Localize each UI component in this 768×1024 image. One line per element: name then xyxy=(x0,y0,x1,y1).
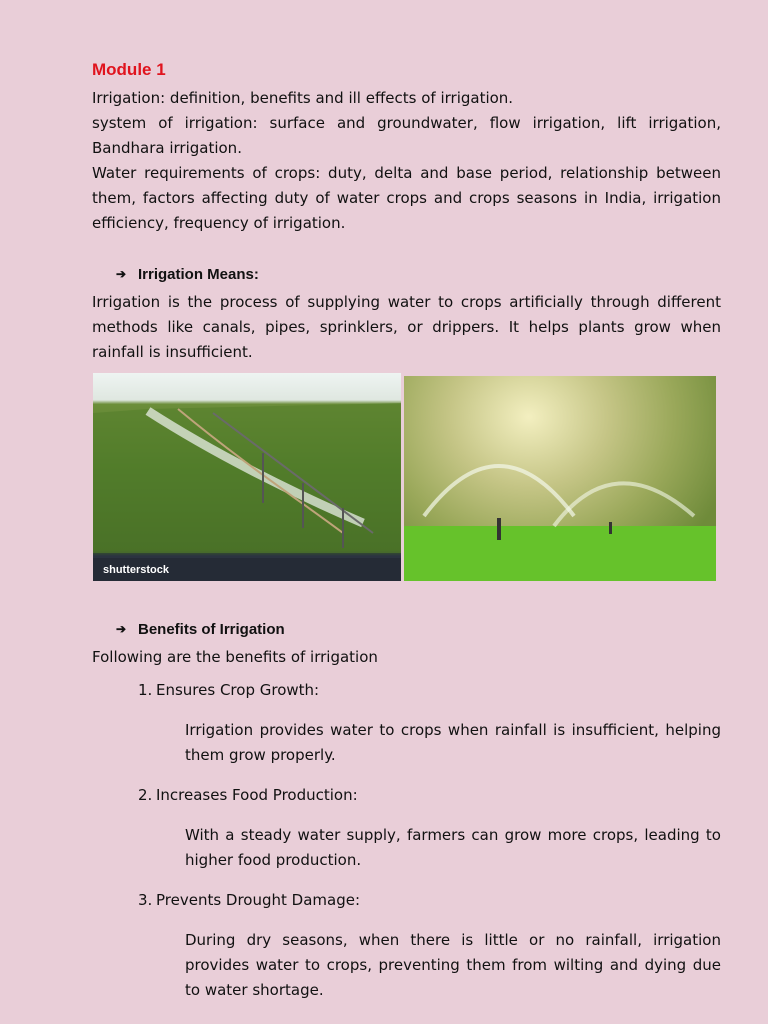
syllabus-line: Water requirements of crops: duty, delta and base period, relationship between them, factors affecting duty of water crops and crops seasons in India, irrigation efficiency, frequency of irrigation. xyxy=(92,164,721,232)
list-item: 3. Prevents Drought Damage: xyxy=(138,891,361,909)
syllabus-line: Irrigation: definition, benefits and ill effects of irrigation. xyxy=(92,89,514,107)
list-item-text: With a steady water supply, farmers can grow more crops, leading to higher food production. xyxy=(185,826,721,869)
benefits-heading xyxy=(116,619,721,639)
lawn-sprinkler-image xyxy=(404,376,716,581)
irrigation-images xyxy=(93,373,721,581)
list-item: 1. Ensures Crop Growth: xyxy=(138,681,320,699)
center-pivot-irrigation-image xyxy=(93,373,401,581)
module-title: Module 1 xyxy=(92,60,166,79)
stock-watermark: shutterstock xyxy=(103,564,170,576)
irrigation-means-text: Irrigation is the process of supplying water to crops artificially through different methods like canals, pipes, sprinklers, or drippers. It helps plants grow when rainfall is insufficient. xyxy=(92,293,721,361)
arrow-icon: ➔ xyxy=(116,622,127,636)
heading-text: Benefits of Irrigation xyxy=(138,620,285,638)
list-item-text: During dry seasons, when there is little or no rainfall, irrigation provides water to crops, preventing them from wilting and dying due to water shortage. xyxy=(185,931,721,999)
syllabus-line: system of irrigation: surface and groundwater, flow irrigation, lift irrigation, Bandhara irrigation. xyxy=(92,114,721,157)
benefits-intro: Following are the benefits of irrigation xyxy=(92,648,378,666)
list-item-text: Irrigation provides water to crops when rainfall is insufficient, helping them grow properly. xyxy=(185,721,721,764)
benefits-list xyxy=(138,678,721,1003)
list-item: 2. Increases Food Production: xyxy=(138,786,358,804)
irrigation-means-heading xyxy=(116,264,721,284)
document-page xyxy=(92,60,721,1018)
pivot-illustration xyxy=(93,373,401,581)
sprinkler-illustration xyxy=(404,376,716,581)
heading-text: Irrigation Means: xyxy=(138,265,259,283)
arrow-icon: ➔ xyxy=(116,267,127,281)
